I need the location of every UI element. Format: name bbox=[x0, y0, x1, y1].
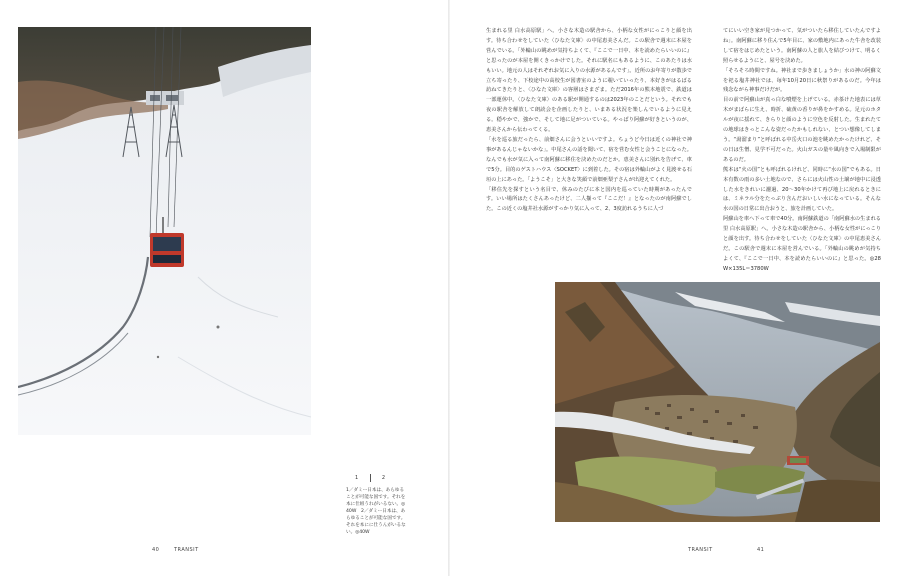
paragraph: 「水を巡る旅だったら、前畑さんに会うといいですよ。ちょうど今日は近くの神社で神事があるんじゃないかな」。中尾さんの話を聞いて、宿を営む女性と会うことになった。なんでも水が気に入って南阿蘇に移住を決めたのだとか。恵美さんに別れを告げて、車で5分。目的のゲストハウス〈SOCKET〉に到着した。その宿は外輪山がよく見渡せる石垣の上にあった。「ようこそ」と大きな笑顔で前畑亜梨子さんが出迎えてくれた。 bbox=[486, 136, 692, 183]
left-running-footer: TRANSIT bbox=[174, 547, 199, 553]
caption-separator bbox=[370, 474, 371, 482]
caption-number-1: 1 bbox=[355, 475, 359, 481]
center-gutter bbox=[448, 0, 450, 576]
paragraph: 生まれる里 白水高原駅」へ。小さな木造の駅舎から、小柄な女性がにっこりと顔を出す。待ち合わせをしていた〈ひなた文庫〉の中尾恵美さんだ。この駅舎で週末に本屋を営んでいる。「外輪山の眺めが気持ちよくて、『ここで一日中、本を読めたらいいのに』と思ったのが本屋を開くきっかけでした。それに駅名にもあるように、このあたりは水もいい。地元の人はそれぞれお気に入りの水源があるんです」。近所のお年寄りが散歩で立ち寄ったり、下校途中の高校生が図書室のように覗いていったり、本好きがはるばる訪ねてきたりと、〈ひなた文庫〉の客層はさまざま。ただ2016年の熊本地震で、鉄道は一部運休中。〈ひなた文庫〉のある駅が開通するのは2023年のことだという。それでも夜の駅舎を解放して朗読会を企画したりと、いまある状況を楽しんでいるように見える。穏やかで、強かで、そして地に足がついている。やっぱり阿蘇が好きというのが、恵美さんから伝わってくる。 bbox=[486, 28, 692, 134]
right-page-number: 41 bbox=[757, 547, 765, 553]
paragraph: 「移住先を探すという名目で、休みのたびに本と国内を巡っていた時期があったんです。いい場所はたくさんあったけど、二人揃って『ここだ！』となったのが南阿蘇でした。この近くの塩井社水源がすっかり気に入って、2、3度訪れるうちに人づ bbox=[486, 186, 692, 213]
right-running-footer: TRANSIT bbox=[688, 547, 713, 553]
paragraph: 熊本は“火の国”とも呼ばれるけれど、同時に“水の国”でもある。日本有数の雨の多い土地なので、さらには火山性の土壌が地中に浸透した水をきれいに濾過、20〜30年かけて再び地上に戻れるときには、ミネラル分をたっぷり含んだおいしい水になっている。そんな水の国の日常に出合おうと、旅を計画していた。 bbox=[723, 166, 881, 213]
left-page-number: 40 bbox=[152, 547, 160, 553]
photo-caption: 1／ダミー日本は、あらゆることが可能な国です。それを本に仕組うれがいるない。◎40W 2／ダミー日本は、あらゆることが可能な国です。それを本にに仕うんがいるない。◎40W bbox=[346, 488, 406, 535]
body-text-column-2 bbox=[723, 27, 881, 275]
paragraph: 「そろそろ時間ですね。神社まで歩きましょうか」水の神の阿蘇文を祀る塩井神社では、毎年10月20日に秋祭りがあるのだ。今年は残念ながら神事だけだが。 bbox=[723, 67, 881, 94]
body-text-column-1 bbox=[486, 27, 692, 215]
caption-numbers bbox=[355, 472, 385, 484]
alpine-valley-photo bbox=[555, 282, 880, 522]
cable-car-photo bbox=[18, 27, 311, 435]
paragraph: 目の前で阿蘇山が真っ白な噴煙を上げている。赤茶けた地表には草木がまばらに生え、時折、硫黄の香りが鼻をかすめる。足元のホタルが夜に揺れて、きらりと顔のように空色を反射した。生まれたての地球はきっとこんな姿だったかもしれない、とつい想像してしまう。“湯溜まり”と呼ばれる中岳火口の池を眺めたかったけれど、その日は生憎、見学不可だった。火山ガスの量や風向きで入場制限があるのだ。 bbox=[723, 97, 881, 163]
paragraph: てにいい空き家が見つかって、気がついたら移住していたんですよね」。南阿蘇に移り住んで5年目に、家の敷地内にあった牛舎を改装して宿をはじめたという。南阿蘇の人と旅人を結びつけて、明るく照らせるようにと、屋号を決めた。 bbox=[723, 28, 881, 64]
caption-number-2: 2 bbox=[381, 475, 385, 481]
paragraph: 阿蘇山を車へ下って車で40分。南阿蘇鉄道の「南阿蘇水の生まれる里 白水高原駅」へ。小さな木造の駅舎から、小柄な女性がにっこりと顔を出す。待ち合わせをしていた〈ひなた文庫〉の中尾恵美さんだ。この駅舎で週末に本屋を営んでいる。「外輪山の眺めが気持ちよくて、『ここで一日中、本を読めたらいいのに』と思った。◎28W×135L＝3780W bbox=[723, 216, 881, 272]
